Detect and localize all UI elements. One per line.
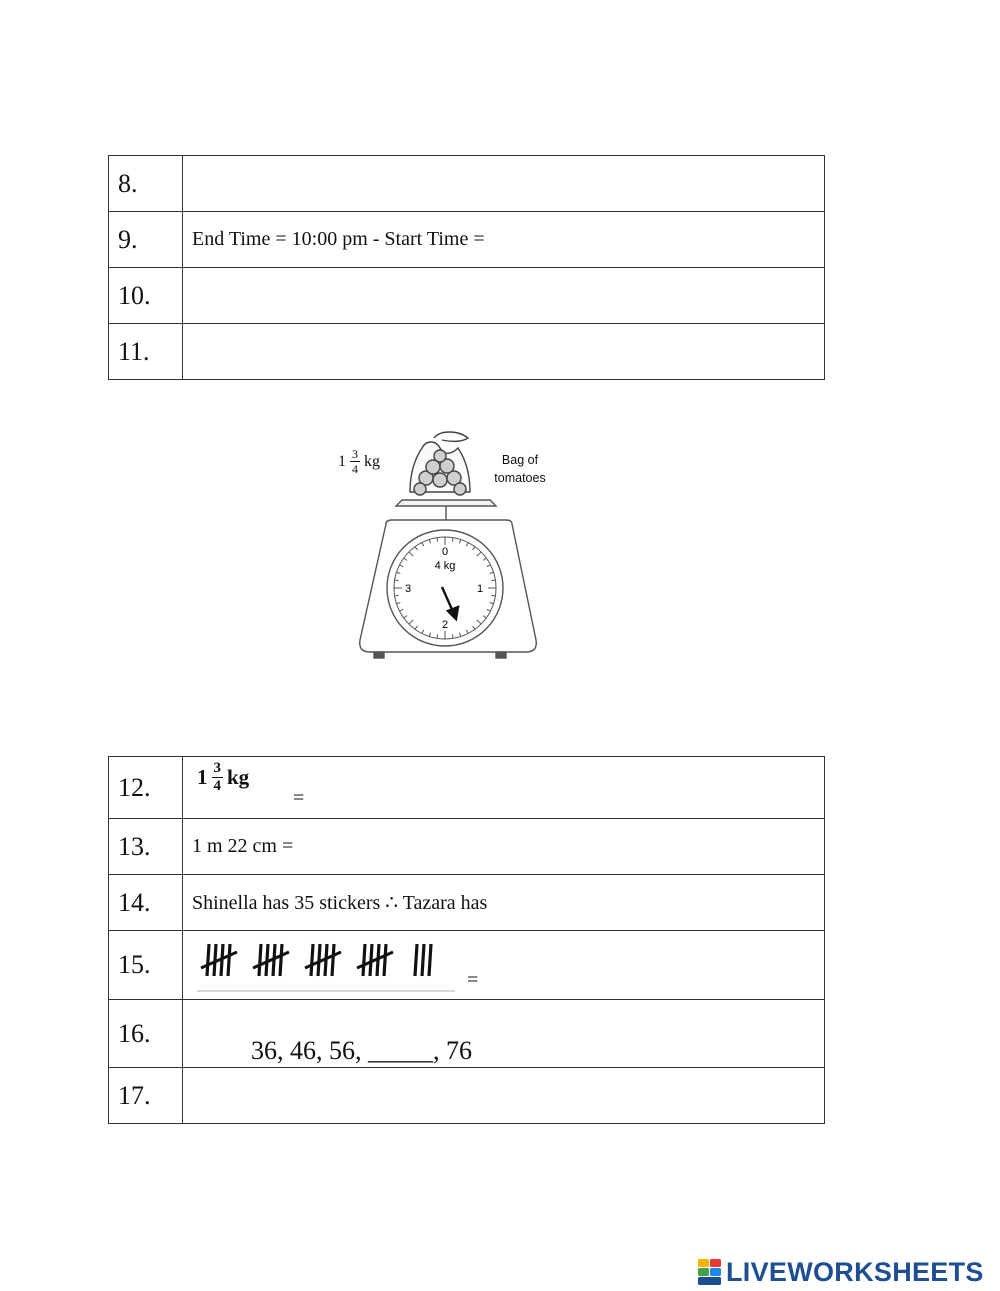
dial-tick [452,538,453,542]
dial-tick [491,595,495,596]
dial-mark-1: 1 [476,583,484,595]
question-number: 14. [109,875,183,931]
answer-cell[interactable]: Shinella has 35 stickers ∴ Tazara has [183,875,825,931]
weight-expression: 1 $\frac{3}{4}$ kg [197,760,250,794]
question-number: 9. [109,212,183,268]
answer-cell[interactable] [183,156,825,212]
table-row [109,875,825,931]
dial-tick [437,538,438,542]
table-row [109,1000,825,1068]
answer-cell[interactable]: End Time = 10:00 pm - Start Time = [183,212,825,268]
question-number: 17. [109,1068,183,1124]
bag-label: Bag of tomatoes [494,453,546,485]
number-sequence: 36, 46, 56, _____, 76 [251,1036,472,1065]
answer-table-bottom [108,756,825,1124]
table-row [109,156,825,212]
answer-cell[interactable] [183,1068,825,1124]
table-row [109,268,825,324]
fraction: $\frac{3}{4}$ [213,760,221,794]
dial-tick [395,595,399,596]
table-row [109,1068,825,1124]
table-row [109,324,825,380]
scale-figure [330,420,570,665]
dial-mark-2: 2 [441,619,449,631]
question-number: 11. [109,324,183,380]
tally-stroke [363,944,365,976]
equals-sign: = [293,787,305,809]
weight-whole: 1 [338,452,346,470]
tomato-bag-icon [410,432,470,495]
question-number: 12. [109,757,183,819]
liveworksheets-logo[interactable] [698,1254,984,1290]
answer-cell[interactable] [183,324,825,380]
tally-stroke [207,944,209,976]
tally-stroke [259,944,261,976]
answer-cell[interactable] [183,757,825,819]
dial-tick [395,580,399,581]
equals-sign: = [467,969,479,991]
answer-cell[interactable]: 1 m 22 cm = [183,819,825,875]
tally-marks-icon [197,936,457,996]
question-number: 15. [109,931,183,1000]
answer-cell[interactable] [183,1000,825,1068]
question-number: 8. [109,156,183,212]
dial-tick [437,634,438,638]
dial-mark-0: 0 [441,546,449,558]
scale-body [360,500,537,658]
question-number: 13. [109,819,183,875]
tally-stroke [332,944,334,976]
answer-table-top [108,155,825,380]
scale-drawing [330,420,570,665]
liveworksheets-logo-icon [698,1259,722,1285]
tally-stroke [429,944,431,976]
answer-cell[interactable] [183,268,825,324]
tally-stroke [311,944,313,976]
brand-name: LIVEWORKSHEETS [726,1256,984,1287]
weight-unit: kg [364,452,380,470]
question-number: 16. [109,1000,183,1068]
tally-stroke [280,944,282,976]
tally-stroke [228,944,230,976]
dial-tick [491,580,495,581]
dial-mark-3: 3 [404,583,412,595]
dial-tick [452,634,453,638]
table-row [109,819,825,875]
table-row [109,212,825,268]
tally-stroke [384,944,386,976]
question-number: 10. [109,268,183,324]
dial-capacity-label: 4 kg [434,560,456,572]
table-row [109,757,825,819]
weight-fraction: $\frac{3}{4}$ [352,447,358,476]
tally-stroke [415,944,417,976]
table-row [109,931,825,1000]
answer-cell[interactable] [183,931,825,1000]
tally-stroke [422,944,424,976]
